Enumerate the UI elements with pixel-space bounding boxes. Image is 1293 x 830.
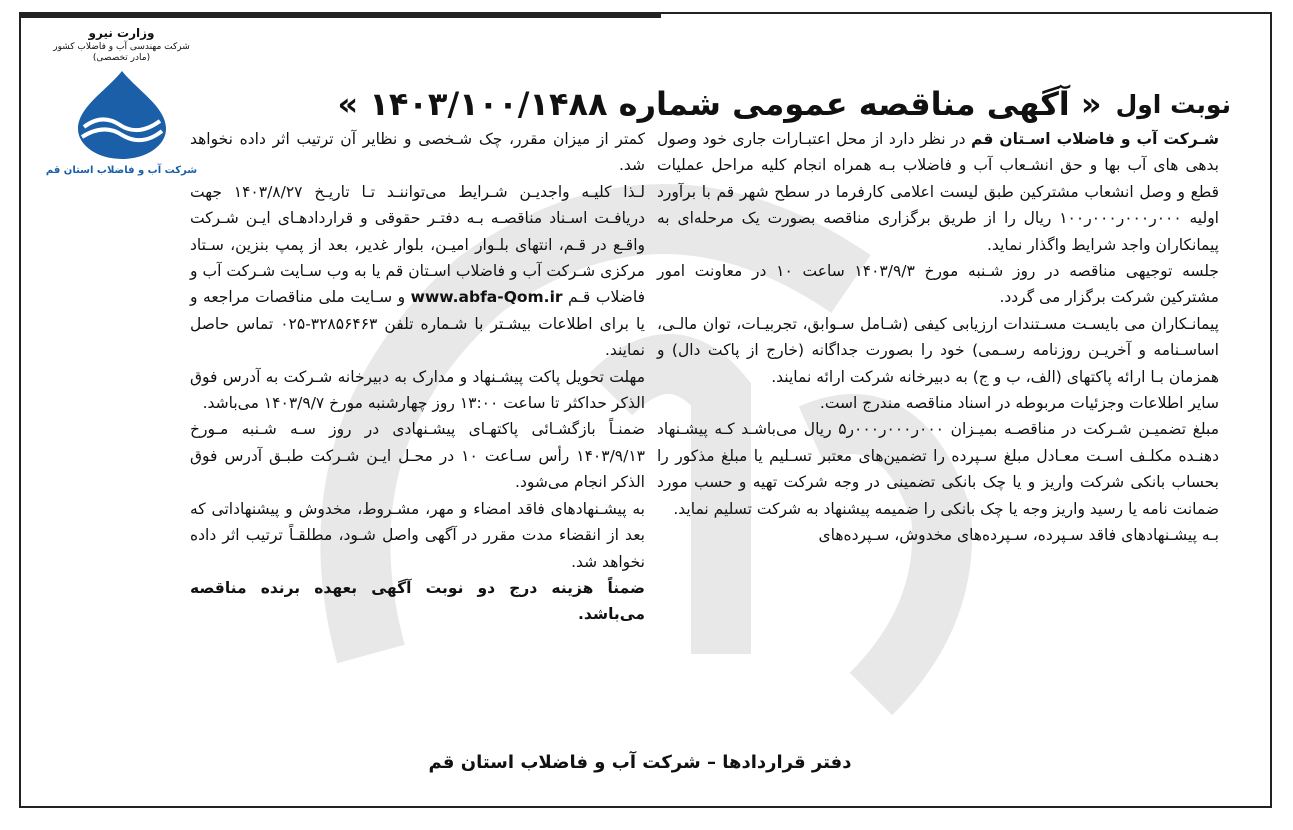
right-paragraph-2: جلسه توجیهی مناقصه در روز شـنبه مورخ ۱۴۰۳/۹/۳ ساعت ۱۰ در معاونت امور مشترکین شرکت برگزار می گردد. (657, 262, 1219, 307)
left-paragraph-2-a: لـذا کلیـه واجدیـن شـرایط می‌تواننـد تـا تاریـخ ۱۴۰۳/۸/۲۷ جهت دریافـت اسـناد مناقصـه بـه دفتـر حقوقی و قراردادهـای ایـن شـرکت واقـع در قـم، انتهای بلـوار امیـن، بلوار غدیر، بعد از پمپ بنزین، سـتاد مرکزی شـرکت آب و فاضلاب اسـتان قم یا به وب سـایت شـرکت آب و فاضلاب قـم (190, 182, 645, 307)
water-drop-icon (62, 69, 182, 161)
left-paragraph-4: ضمنـاً بازگشـائی پاکتهـای پیشـنهادی در روز سـه شـنبه مـورخ ۱۴۰۳/۹/۱۳ رأس سـاعت ۱۰ در محـل ایـن شـرکت طبـق آدرس فوق الذکر انجام می‌شود. (190, 420, 645, 492)
company-name: شـرکت آب و فاضلاب اسـتان قم (971, 130, 1219, 148)
left-paragraph-2-b: و سـایت ملی مناقصات مراجعه و یا برای اطلاعات بیشـتر با شـماره تلفن ۳۲۸۵۶۴۶۳-۰۲۵ تماس حاصل نمایند. (190, 288, 645, 360)
right-paragraph-1 (657, 126, 1219, 258)
left-paragraph-3: مهلت تحویل پاکت پیشـنهاد و مدارک به دبیرخانه شـرکت به آدرس فوق الذکر حداکثر تا ساعت ۱۳:۰۰ روز چهارشنبه مورخ ۱۴۰۳/۹/۷ می‌باشد. (190, 367, 645, 413)
left-paragraph-2 (190, 179, 645, 364)
right-paragraph-4: سایر اطلاعات وجزئیات مربوطه در اسناد مناقصه مندرج است. (819, 394, 1219, 413)
logo-company-line: شرکت مهندسی آب و فاضلاب کشور (53, 42, 190, 52)
round-label: نوبت اول (1115, 89, 1231, 119)
logo-name: شرکت آب و فاضلاب استان قم (45, 165, 198, 176)
right-paragraph-1-text: در نظر دارد از محل اعتبـارات جاری خود وصول بدهی های آب بها و حق انشـعاب آب و فاضلاب بـه همراه انجام کلیه مراحل عملیات قطع و وصل انشعاب مشترکین طبق لیست اعلامی کارفرما در سطح شهر قم با برآورد اولیه ۰۰۰ر۰۰۰ر۰۰۰ر۱۰۰ ریال را از طریق برگزاری مناقصه بصورت یک مرحله‌ای به پیمانکاران واجد شرایط واگذار نماید. (657, 130, 1219, 254)
left-column (190, 126, 645, 628)
page-title: « آگهی مناقصه عمومی شماره ۱۴۰۳/۱۰۰/۱۴۸۸ » (337, 85, 1102, 123)
left-paragraph-6: ضمناً هزینه درج دو نوبت آگهی بعهده برنده مناقصه می‌باشد. (190, 578, 645, 624)
left-paragraph-5: به پیشـنهادهای فاقد امضاء و مهر، مشـروط، مخدوش و پیشنهاداتی که بعد از انقضاء مدت مقرر در آگهی واصل شـود، مطلقـاً ترتیب اثر داده نخواهد شد. (190, 499, 645, 571)
company-logo (29, 26, 214, 186)
logo-company-type: (مادر تخصصی) (92, 53, 151, 63)
right-column (657, 126, 1219, 549)
right-paragraph-6: بـه پیشـنهادهای فاقد سـپرده، سـپرده‌های مخدوش، سـپرده‌های (818, 526, 1219, 545)
right-paragraph-3: پیمانـکاران می بایسـت مسـتندات ارزیابی کیفی (شـامل سـوابق، تجربیـات، توان مالـی، اساسـنامه و آخریـن روزنامه رسـمی) خود را بصورت جداگانه (خارج از پاکت دال) و همزمان بـا ارائه پاکتهای (الف، ب و ج) به دبیرخانه شرکت ارائه نمایند. (657, 314, 1219, 386)
right-paragraph-5: مبلغ تضمیـن شـرکت در مناقصـه بمیـزان ۰۰۰ر۰۰۰ر۰۰۰ر۵ ریال می‌باشـد کـه پیشـنهاد دهنـده مکلـف اسـت معـادل مبلغ سـپرده را تضمین‌های معتبر تسـلیم یا مبلغ مذکور را بحساب بانکی شرکت واریز و یا چک بانکی تضمینی در وجه شرکت تهیه و حسب مورد ضمانت نامه یا رسید واریز وجه یا چک بانکی را ضمیمه پیشنهاد به شرکت تسلیم نماید. (657, 420, 1219, 518)
header (251, 74, 1231, 134)
top-border-strip (21, 14, 661, 18)
website-link[interactable]: www.abfa-Qom.ir (410, 288, 563, 307)
footer-signature: دفتر قراردادها – شرکت آب و فاضلاب استان قم (428, 752, 852, 773)
logo-ministry: وزارت نیرو (88, 26, 155, 40)
left-paragraph-1: کمتر از میزان مقرر، چک شـخصی و نظایر آن ترتیب اثر داده نخواهد شد. (190, 130, 645, 175)
